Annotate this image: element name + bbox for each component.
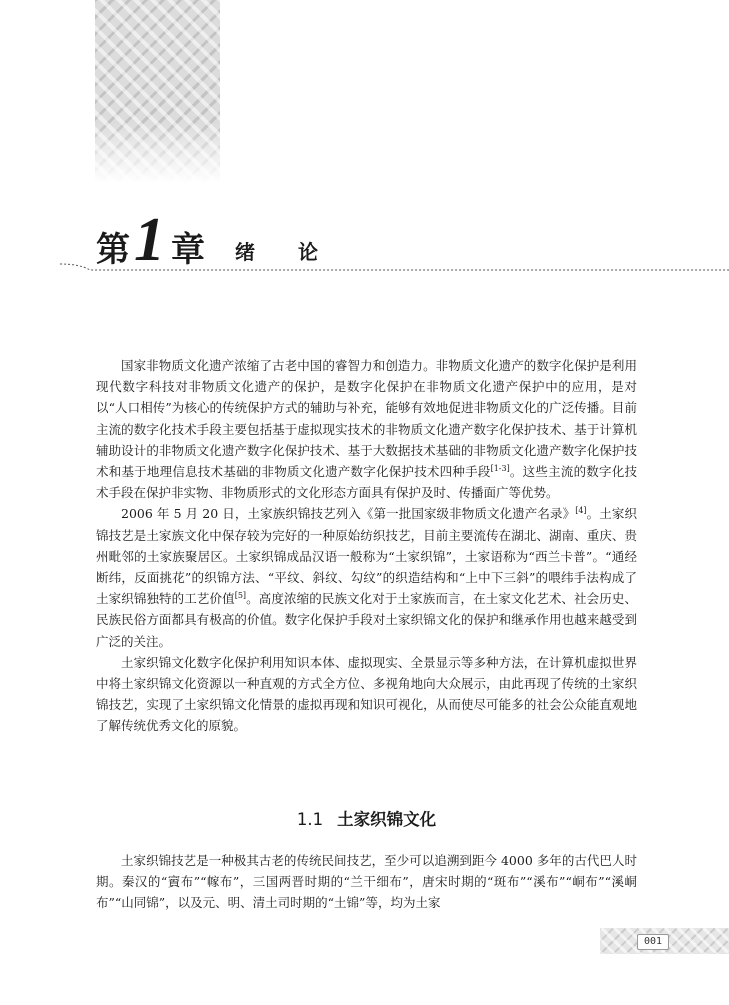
- paragraph: 土家织锦文化数字化保护利用知识本体、虚拟现实、全景显示等多种方法，在计算机虚拟世界中将土家织锦文化资源以一种直观的方式全方位、多视角地向大众展示，由此再现了传统的土家织锦技艺，实现了土家织锦文化情景的虚拟再现和知识可视化，从而使尽可能多的社会公众能直观地了解传统优秀文化的原貌。: [96, 654, 637, 734]
- section-body: [96, 850, 637, 914]
- section-heading: [96, 806, 637, 830]
- chapter-prefix: 第: [96, 230, 130, 270]
- header-brocade-decoration: [95, 0, 220, 183]
- paragraph: 2006 年 5 月 20 日，土家族织锦技艺列入《第一批国家级非物质文化遗产名录》[4]。土家织锦技艺是土家族文化中保存较为完好的一种原始纺织技艺，目前主要流传在湖北、湖南、重庆、贵州毗邻的土家族聚居区。土家织锦成品汉语一般称为“土家织锦”，土家语称为“西兰卡普”。“通经断纬，反面挑花”的织锦方法、“平纹、斜纹、勾纹”的织造结构和“上中下三斜”的喂纬手法构成了土家织锦独特的工艺价值[5]。高度浓缩的民族文化对于土家族而言，在土家文化艺术、社会历史、民族民俗方面都具有极高的价值。数字化保护手段对土家织锦文化的保护和继承作用也越来越受到广泛的关注。: [96, 506, 637, 649]
- chapter-number: 1: [134, 206, 165, 275]
- section-number: 1.1: [296, 810, 324, 829]
- citation: [1-3]: [490, 463, 510, 473]
- chapter-heading: [96, 205, 336, 275]
- paragraph: 土家织锦技艺是一种极其古老的传统民间技艺，至少可以追溯到距今 4000 多年的古代巴人时期。秦汉的“賨布”“幏布”，三国两晋时期的“兰干细布”，唐宋时期的“斑布”“溪布”“峒布”“溪峒布”“山同锦”，以及元、明、清土司时期的“土锦”等，均为土家: [96, 853, 637, 911]
- chapter-intro: [96, 355, 637, 737]
- chapter-title: 绪 论: [235, 240, 336, 264]
- section-title: 土家织锦文化: [337, 810, 437, 829]
- citation: [4]: [575, 506, 587, 516]
- citation: [5]: [234, 591, 247, 601]
- page-number: 001: [637, 934, 669, 950]
- paragraph: 国家非物质文化遗产浓缩了古老中国的睿智力和创造力。非物质文化遗产的数字化保护是利用现代数字科技对非物质文化遗产的保护，是数字化保护在非物质文化遗产保护中的应用，是对以“人口相传”为核心的传统保护方式的辅助与补充，能够有效地促进非物质文化的广泛传播。目前主流的数字化技术手段主要包括基于虚拟现实技术的非物质文化遗产数字化保护技术、基于计算机辅助设计的非物质文化遗产数字化保护技术、基于大数据技术基础的非物质文化遗产数字化保护技术和基于地理信息技术基础的非物质文化遗产数字化保护技术四种手段[1-3]。这些主流的数字化技术手段在保护非实物、非物质形式的文化形态方面具有保护及时、传播面广等优势。: [96, 358, 637, 501]
- chapter-divider: [60, 262, 729, 272]
- chapter-suffix: 章: [171, 230, 205, 270]
